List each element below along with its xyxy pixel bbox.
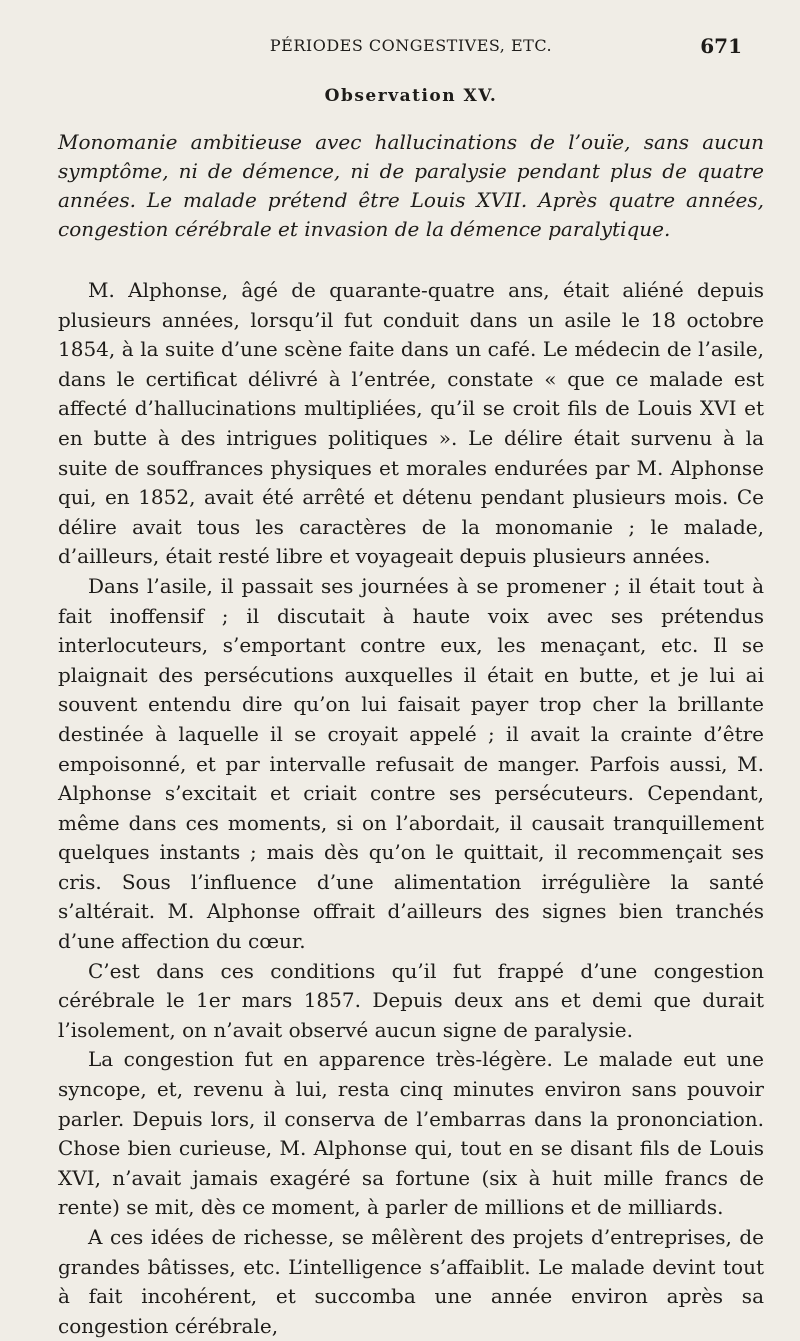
page-number: 671 — [700, 34, 742, 58]
paragraph: Dans l’asile, il passait ses journées à se promener ; il était tout à fait inoffensif ; il discutait à haute voix avec ses prétendus interlocuteurs, s’emportant contre eux, les menaçant, etc. Il se plaignait des persécutions auxquelles il était en butte, et je lui ai souvent entendu dire qu’on lui faisait payer trop cher la brillante destinée à laquelle il se croyait appelé ; il avait la crainte d’être empoisonné, et par intervalle refusait de manger. Parfois aussi, M. Alphonse s’excitait et criait contre ses persécuteurs. Cependant, même dans ces moments, si on l’abordait, il causait tranquillement quelques instants ; mais dès qu’on le quittait, il recommençait ses cris. Sous l’influence d’une alimentation irrégulière la santé s’altérait. M. Alphonse offrait d’ailleurs des signes bien tranchés d’une affection du cœur. — [58, 573, 764, 954]
observation-summary: Monomanie ambitieuse avec hallucinations de l’ouïe, sans aucun symptôme, ni de démence, ni de paralysie pendant plus de quatre années. Le malade prétend être Louis XVII. Après quatre années, congestion cérébrale et invasion de la démence paralytique. — [58, 130, 764, 241]
paragraph: A ces idées de richesse, se mêlèrent des projets d’entreprises, de grandes bâtisses, etc. L’intelligence s’affaiblit. Le malade devint tout à fait incohérent, et succomba une année environ après sa congestion cérébrale, — [58, 1225, 764, 1338]
body-text — [58, 276, 764, 1341]
paragraph: La congestion fut en apparence très-légère. Le malade eut une syncope, et, revenu à lui, resta cinq minutes environ sans pouvoir parler. Depuis lors, il conserva de l’embarras dans la prononciation. Chose bien curieuse, M. Alphonse qui, tout en se disant fils de Louis XVI, n’avait jamais exagéré sa fortune (six à huit mille francs de rente) se mit, dès ce moment, à parler de millions et de milliards. — [58, 1047, 764, 1220]
running-title: PÉRIODES CONGESTIVES, ETC. — [269, 36, 553, 55]
paragraph: C’est dans ces conditions qu’il fut frappé d’une congestion cérébrale le 1er mars 1857. Depuis deux ans et demi que durait l’isolement, on n’avait observé aucun signe de paralysie. — [58, 958, 764, 1042]
paragraph: M. Alphonse, âgé de quarante-quatre ans, était aliéné depuis plusieurs années, lorsqu’il fut conduit dans un asile le 18 octobre 1854, à la suite d’une scène faite dans un café. Le médecin de l’asile, dans le certificat délivré à l’entrée, constate « que ce malade est affecté d’hallucinations multipliées, qu’il se croit fils de Louis XVI et en butte à des intrigues politiques ». Le délire était survenu à la suite de souffrances physiques et morales endurées par M. Alphonse qui, en 1852, avait été arrêté et détenu pendant plusieurs mois. Ce délire avait tous les caractères de la monomanie ; le malade, d’ailleurs, était resté libre et voyageait depuis plusieurs années. — [58, 278, 764, 569]
running-head — [58, 28, 764, 68]
observation-title: Observation XV. — [324, 86, 498, 106]
